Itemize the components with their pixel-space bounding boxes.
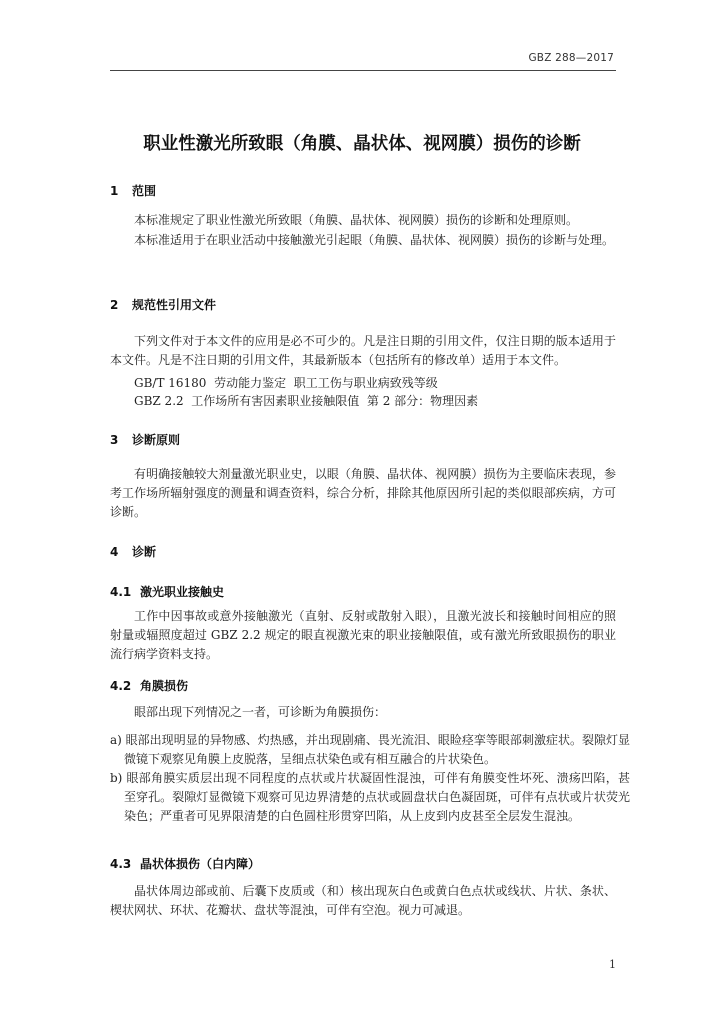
section-title: 晶状体损伤（白内障）	[140, 857, 261, 871]
normative-reference-2: GBZ 2.2 工作场所有害因素职业接触限值 第 2 部分：物理因素	[134, 394, 479, 408]
normative-reference-1: GB/T 16180 劳动能力鉴定 职工工伤与职业病致残等级	[134, 376, 438, 390]
list-item-a: a) 眼部出现明显的异物感、灼热感，并出现剧痛、畏光流泪、眼睑痉挛等眼部刺激症状。裂隙灯显微镜下观察见角膜上皮脱落，呈细点状染色或有相互融合的片状染色。	[110, 733, 630, 766]
section-2-heading	[110, 296, 216, 313]
section-4-1-heading	[110, 583, 224, 600]
header-rule	[110, 70, 616, 71]
page-number: 1	[609, 958, 616, 971]
section-title: 范围	[132, 184, 157, 198]
section-2-paragraph-1: 下列文件对于本文件的应用是必不可少的。凡是注日期的引用文件，仅注日期的版本适用于本文件。凡是不注日期的引用文件，其最新版本（包括所有的修改单）适用于本文件。	[110, 334, 616, 367]
section-1-paragraph-1: 本标准规定了职业性激光所致眼（角膜、晶状体、视网膜）损伤的诊断和处理原则。	[134, 213, 579, 227]
section-4-3-heading	[110, 855, 260, 872]
section-title: 规范性引用文件	[132, 298, 217, 312]
list-item-b: b) 眼部角膜实质层出现不同程度的点状或片状凝固性混浊，可伴有角膜变性坏死、溃疡凹陷，甚至穿孔。裂隙灯显微镜下观察可见边界清楚的点状或圆盘状白色凝固斑，可伴有点状或片状荧光染色；严重者可见界限清楚的白色圆柱形贯穿凹陷，从上皮到内皮甚至全层发生混浊。	[110, 771, 630, 823]
section-number: 4.3	[110, 857, 132, 871]
section-title: 角膜损伤	[140, 679, 189, 693]
section-number: 4.2	[110, 679, 132, 693]
standard-code: GBZ 288—2017	[528, 52, 614, 64]
section-title: 激光职业接触史	[140, 585, 225, 599]
section-3-paragraph-1: 有明确接触较大剂量激光职业史，以眼（角膜、晶状体、视网膜）损伤为主要临床表现，参考工作场所辐射强度的测量和调查资料，综合分析，排除其他原因所引起的类似眼部疾病，方可诊断。	[110, 467, 616, 519]
section-title: 诊断原则	[132, 433, 181, 447]
section-number: 4	[110, 545, 119, 559]
section-4-2-intro: 眼部出现下列情况之一者，可诊断为角膜损伤：	[134, 705, 387, 719]
section-4-2-heading	[110, 677, 188, 694]
section-number: 3	[110, 433, 119, 447]
section-4-1-paragraph-1: 工作中因事故或意外接触激光（直射、反射或散射入眼），且激光波长和接触时间相应的照射量或辐照度超过 GBZ 2.2 规定的眼直视激光束的职业接触限值，或有激光所致眼损伤的职业流行病学资料支持。	[110, 609, 616, 661]
section-number: 1	[110, 184, 119, 198]
section-4-heading	[110, 543, 156, 560]
document-title: 职业性激光所致眼（角膜、晶状体、视网膜）损伤的诊断	[143, 134, 581, 154]
section-title: 诊断	[132, 545, 157, 559]
section-1-heading	[110, 182, 156, 199]
section-1-paragraph-2: 本标准适用于在职业活动中接触激光引起眼（角膜、晶状体、视网膜）损伤的诊断与处理。	[134, 233, 615, 247]
section-4-3-paragraph-1: 晶状体周边部或前、后囊下皮质或（和）核出现灰白色或黄白色点状或线状、片状、条状、楔状网状、环状、花瓣状、盘状等混浊，可伴有空泡。视力可减退。	[110, 884, 616, 917]
section-number: 4.1	[110, 585, 132, 599]
section-3-heading	[110, 431, 180, 448]
section-number: 2	[110, 298, 119, 312]
